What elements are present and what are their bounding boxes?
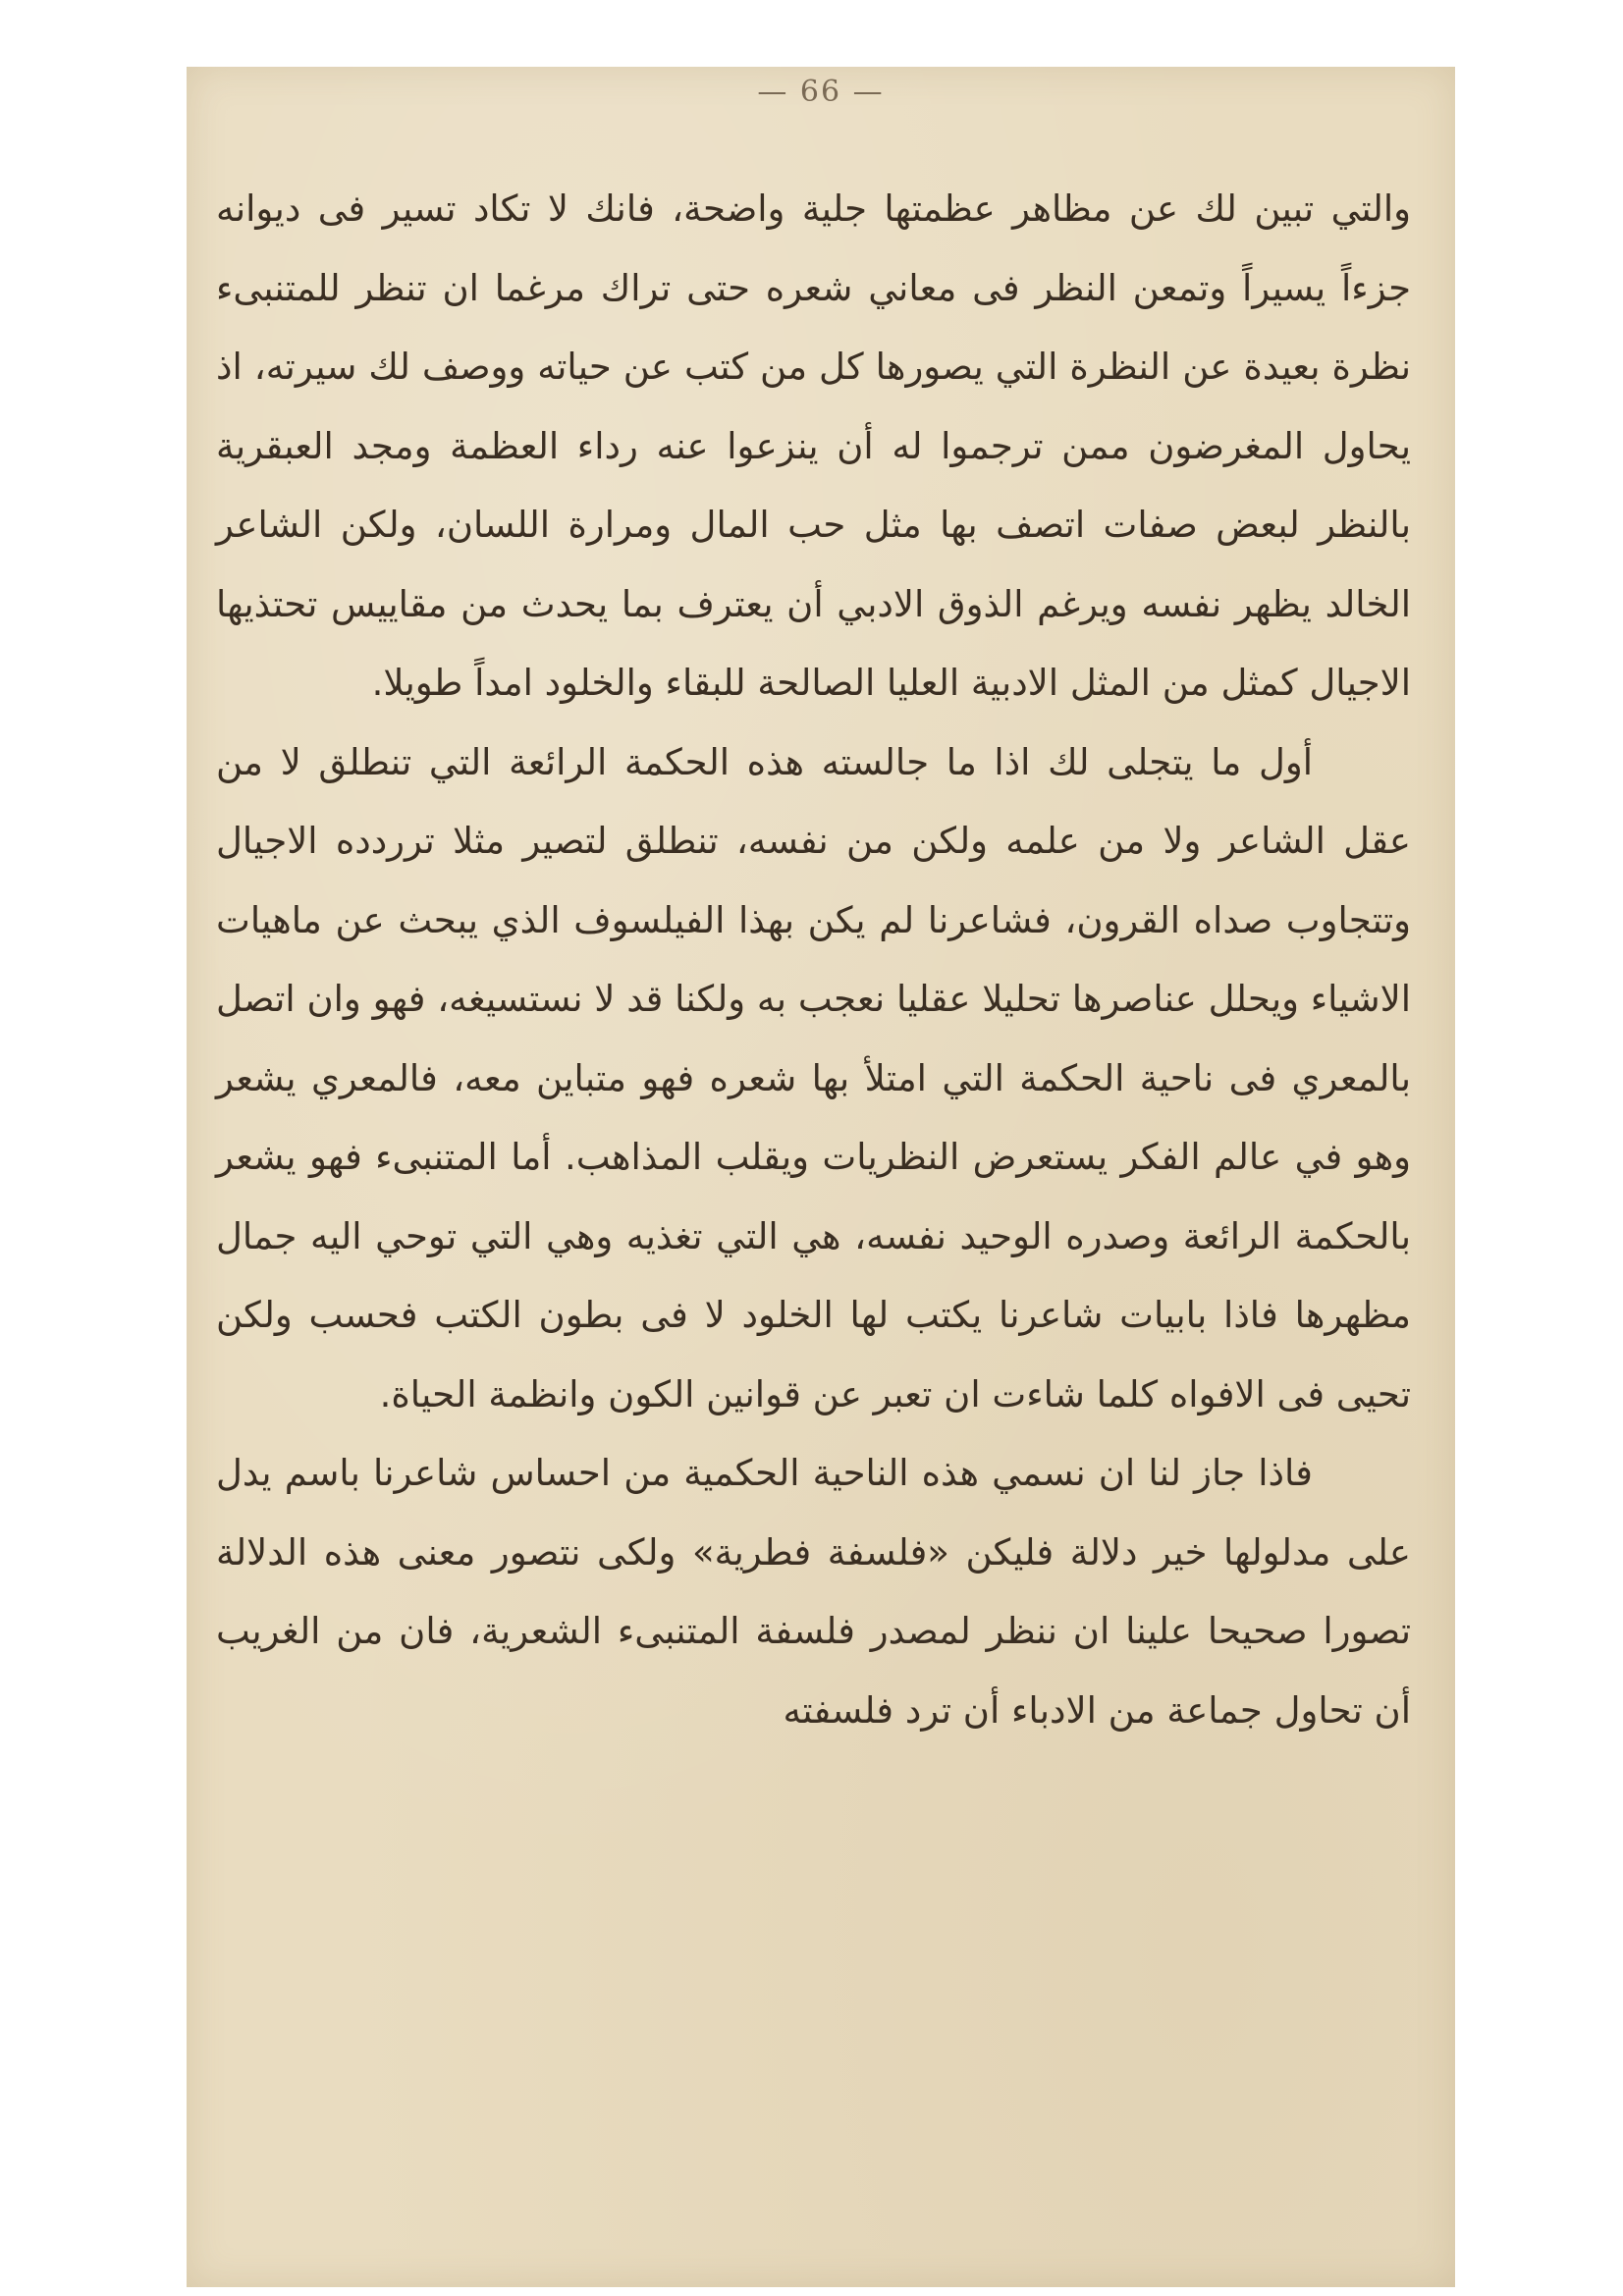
paragraph-3: فاذا جاز لنا ان نسمي هذه الناحية الحكمية من احساس شاعرنا باسم يدل على مدلولها خير دلالة فليكن «فلسفة فطرية» ولكى نتصور معنى هذه الدلالة تصورا صحيحا علينا ان ننظر لمصدر فلسفة المتنبىء الشعرية، فان من الغريب أن تحاول جماعة من الادباء أن ترد فلسفته (216, 1452, 1411, 1732)
paragraph-1: والتي تبين لك عن مظاهر عظمتها جلية واضحة، فانك لا تكاد تسير فى ديوانه جزءاً يسيراً وتمعن النظر فى معاني شعره حتى تراك مرغما ان تنظر للمتنبىء نظرة بعيدة عن النظرة التي يصورها كل من كتب عن حياته ووصف لك سيرته، اذ يحاول المغرضون ممن ترجموا له أن ينزعوا عنه رداء العظمة ومجد العبقرية بالنظر لبعض صفات اتصف بها مثل حب المال ومرارة اللسان، ولكن الشاعر الخالد يظهر نفسه ويرغم الذوق الادبي أن يعترف بما يحدث من مقاييس تحتذيها الاجيال كمثل من المثل الادبية العليا الصالحة للبقاء والخلود امداً طويلا. (216, 187, 1411, 704)
page-number: — 66 — (757, 75, 885, 109)
paragraph-2: أول ما يتجلى لك اذا ما جالسته هذه الحكمة الرائعة التي تنطلق لا من عقل الشاعر ولا من علمه ولكن من نفسه، تنطلق لتصير مثلا ترردده الاجيال وتتجاوب صداه القرون، فشاعرنا لم يكن بهذا الفيلسوف الذي يبحث عن ماهيات الاشياء ويحلل عناصرها تحليلا عقليا نعجب به ولكنا قد لا نستسيغه، فهو وان اتصل بالمعري فى ناحية الحكمة التي امتلأ بها شعره فهو متباين معه، فالمعري يشعر وهو في عالم الفكر يستعرض النظريات ويقلب المذاهب. أما المتنبىء فهو يشعر بالحكمة الرائعة وصدره الوحيد نفسه، هي التي تغذيه وهي التي توحي اليه جمال مظهرها فاذا بابيات شاعرنا يكتب لها الخلود لا فى بطون الكتب فحسب ولكن تحيى فى الافواه كلما شاءت ان تعبر عن قوانين الكون وانظمة الحياة. (216, 740, 1411, 1415)
book-page (187, 67, 1455, 2287)
body-text (216, 170, 1411, 1750)
